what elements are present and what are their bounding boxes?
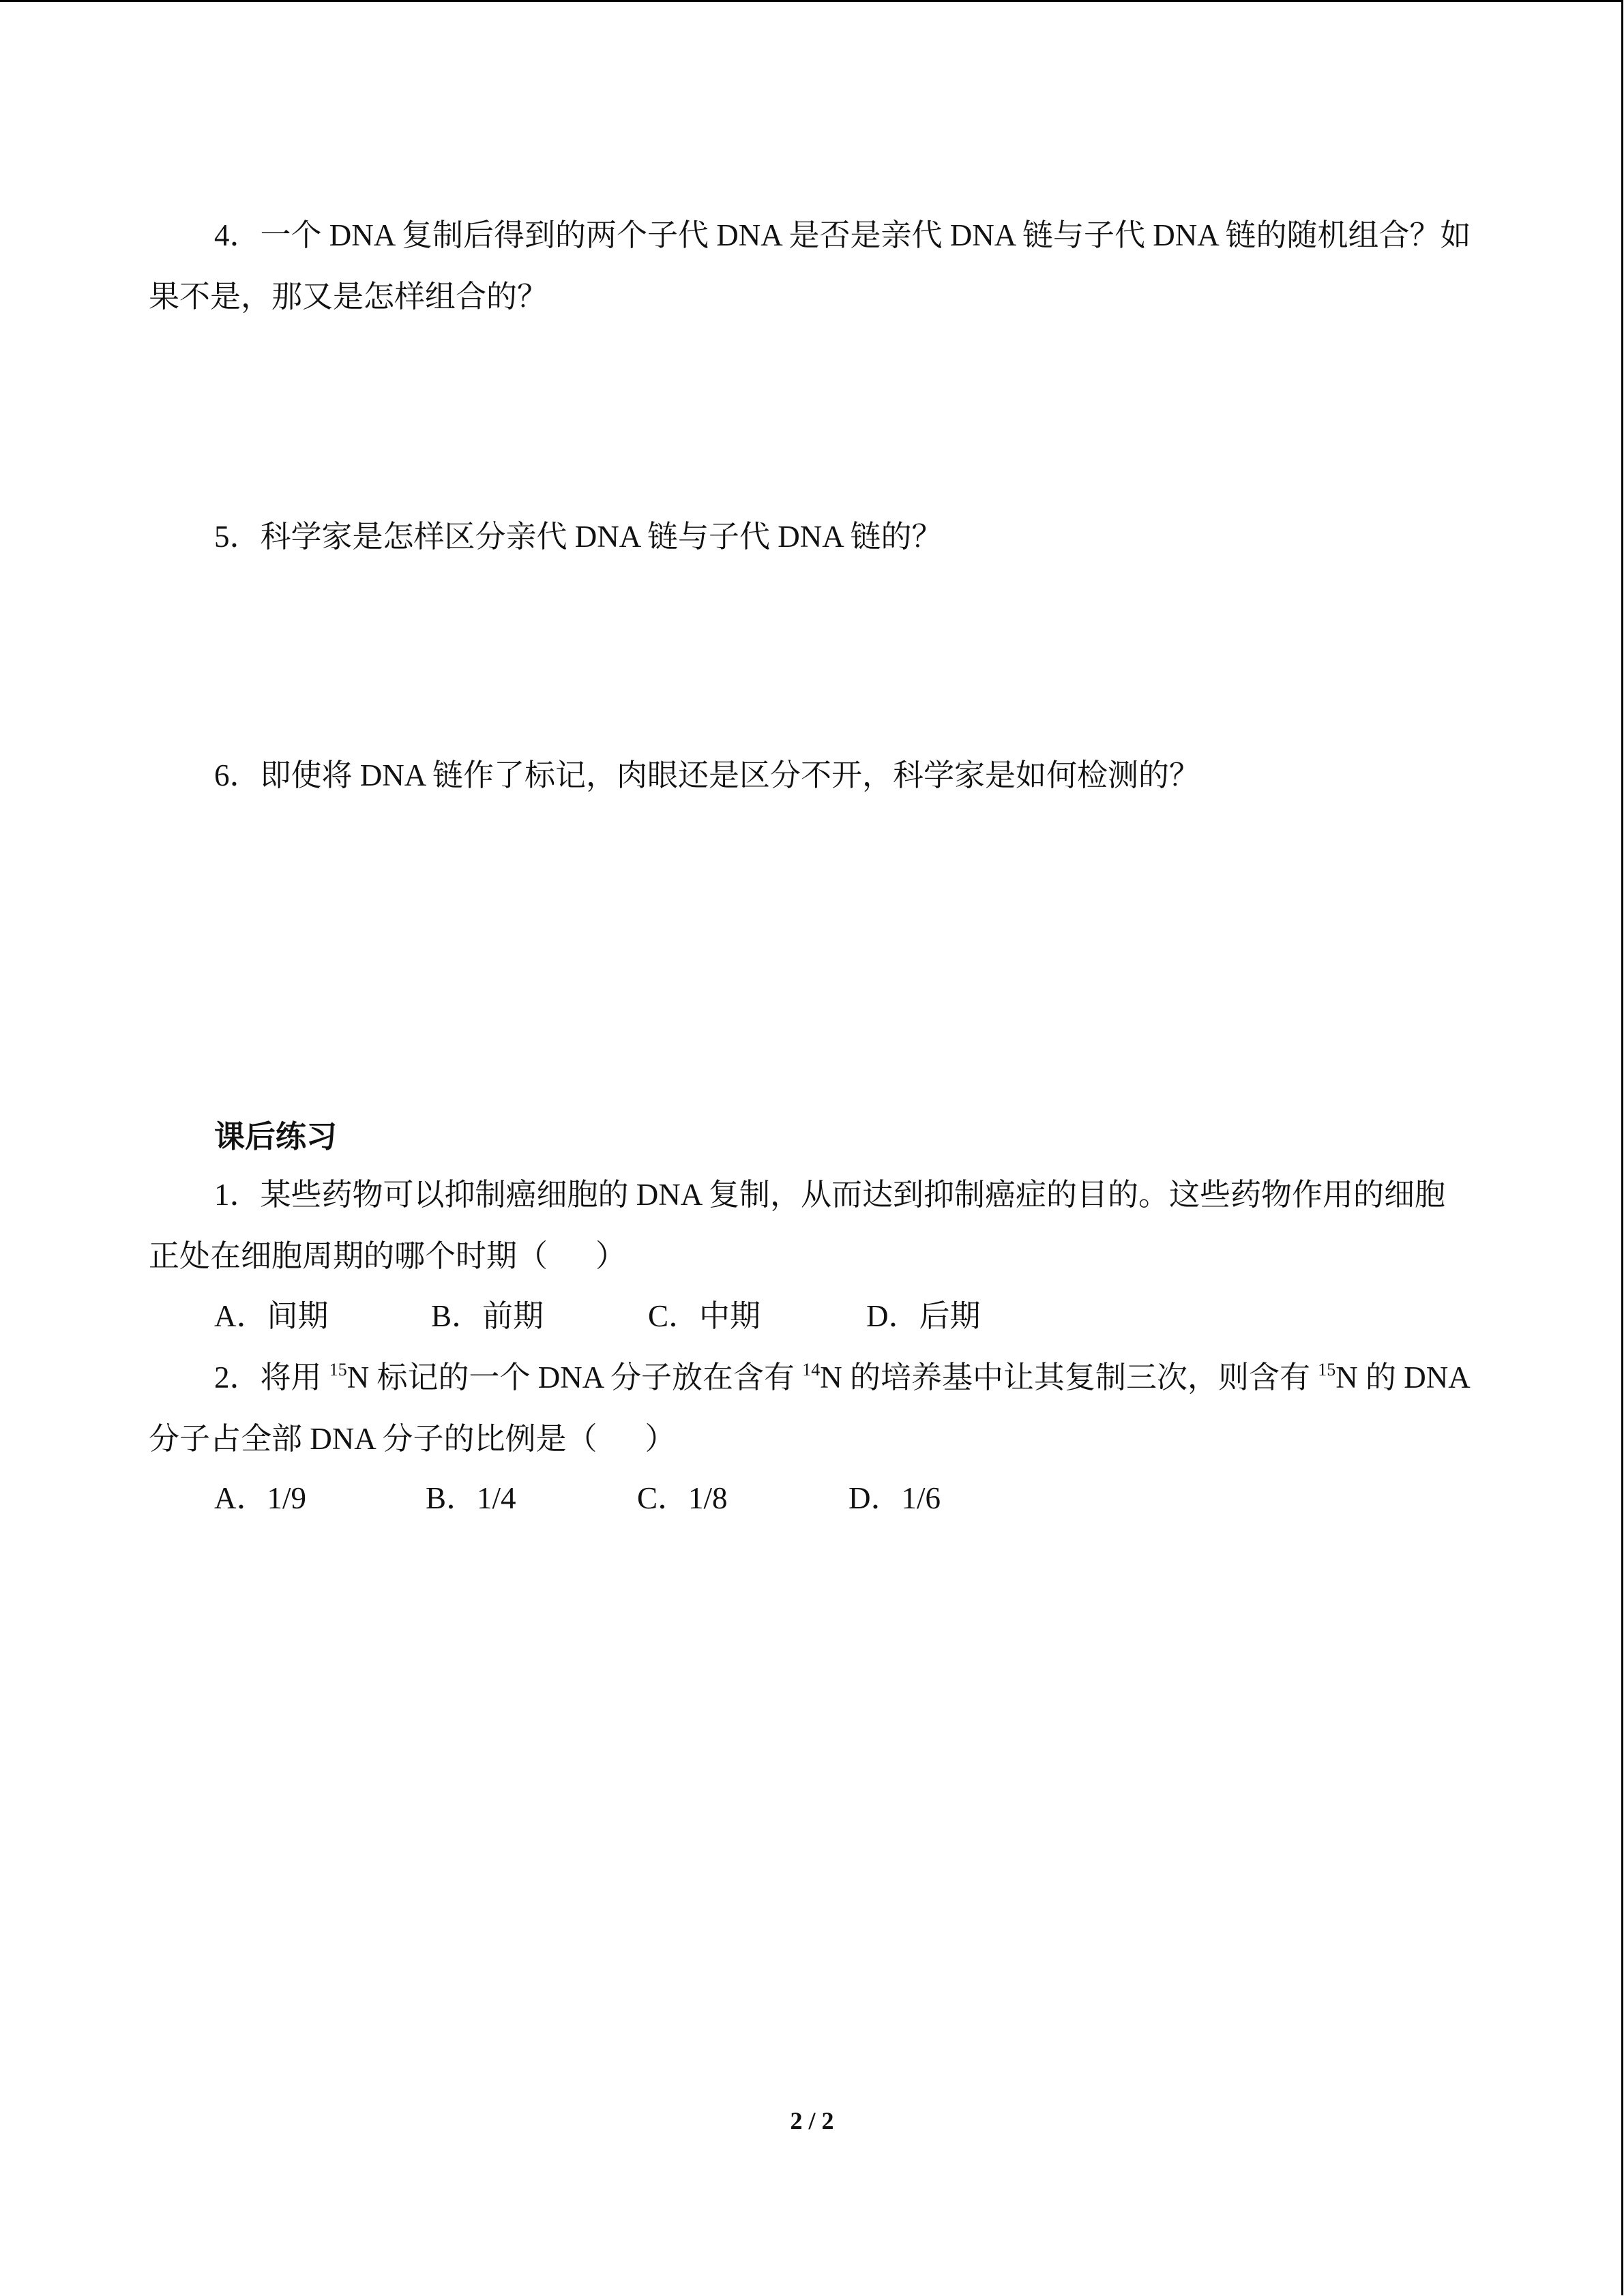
question-5-text: 5．科学家是怎样区分亲代 DNA 链与子代 DNA 链的？ <box>214 520 943 554</box>
exercise-2-part2: N 标记的一个 DNA 分子放在含有 <box>346 1360 803 1395</box>
exercise-1-option-a: A．间期 <box>214 1299 329 1333</box>
exercise-2-option-d: D．1/6 <box>848 1481 941 1515</box>
exercise-2-sup2: 14 <box>802 1360 821 1380</box>
exercise-1-option-b: B．前期 <box>431 1299 544 1333</box>
question-6 <box>214 755 1200 796</box>
exercise-2-close: ） <box>645 1422 676 1456</box>
exercise-2-sup3: 15 <box>1318 1360 1336 1380</box>
exercise-2-part3: N 的培养基中让其复制三次，则含有 <box>820 1360 1318 1395</box>
page-number: 2 / 2 <box>790 2107 834 2134</box>
question-4-text: 4．一个 DNA 复制后得到的两个子代 DNA 是否是亲代 DNA 链与子代 DNA 链的随机组合？如果不是，那又是怎样组合的？ <box>149 218 1471 314</box>
question-4 <box>149 205 1472 327</box>
exercises-heading: 课后练习 <box>214 1120 338 1154</box>
exercise-1-option-c: C．中期 <box>648 1299 761 1333</box>
exercise-1-options <box>214 1296 981 1337</box>
exercise-2-part4: N 的 DNA 分子占全部 DNA 分子的比例是（ <box>149 1360 1469 1456</box>
exercise-2 <box>149 1347 1472 1470</box>
exercise-2-option-b: B．1/4 <box>426 1481 516 1515</box>
exercise-2-option-a: A．1/9 <box>214 1481 307 1515</box>
exercise-1-option-d: D．后期 <box>866 1299 981 1333</box>
exercise-2-option-c: C．1/8 <box>637 1481 728 1515</box>
exercise-1-stem: 1．某些药物可以抑制癌细胞的 DNA 复制，从而达到抑制癌症的目的。这些药物作用的细胞正处在细胞周期的哪个时期（ <box>149 1178 1446 1273</box>
exercise-2-part1: 2．将用 <box>214 1360 329 1395</box>
question-5 <box>214 516 943 557</box>
exercise-1-close: ） <box>595 1239 627 1273</box>
exercise-2-sup1: 15 <box>329 1360 347 1380</box>
exercise-1 <box>149 1164 1472 1287</box>
question-6-text: 6．即使将 DNA 链作了标记，肉眼还是区分不开，科学家是如何检测的？ <box>214 758 1200 792</box>
exercise-2-options <box>214 1478 941 1519</box>
